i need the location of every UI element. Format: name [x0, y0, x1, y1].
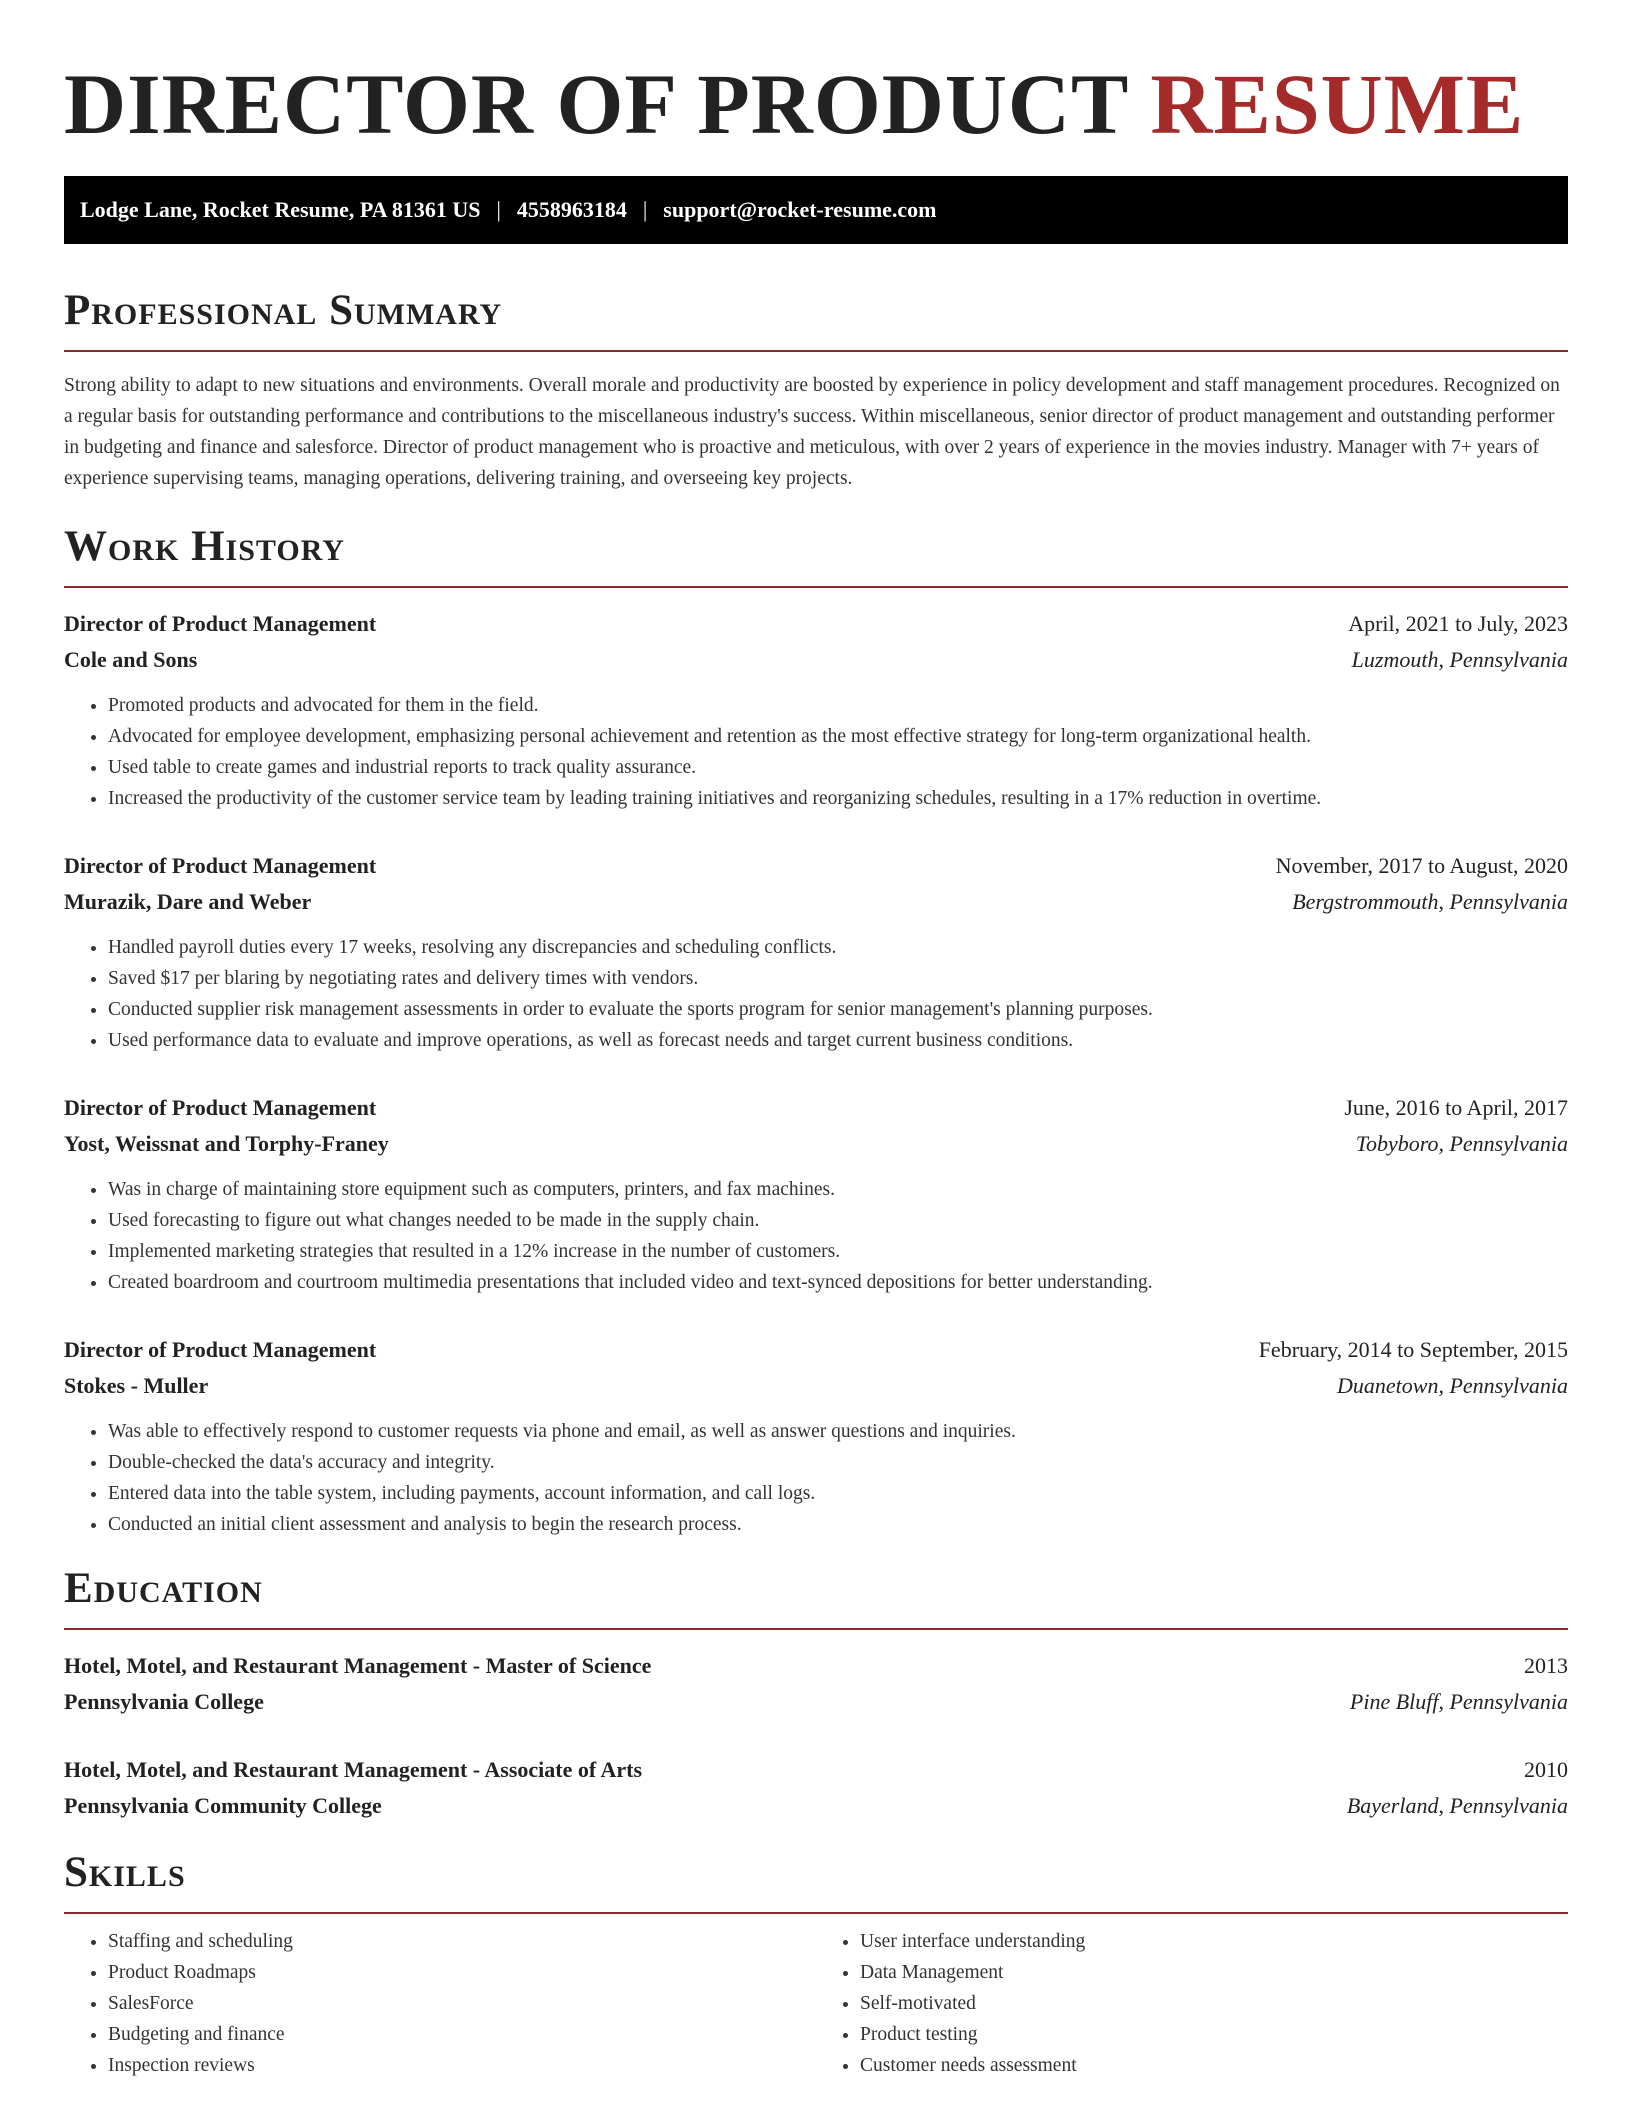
section-heading: Education — [64, 1565, 263, 1612]
skill-item: • Product Roadmaps — [108, 1957, 816, 1988]
list-item: • Promoted products and advocated for them in the field. — [108, 690, 1568, 721]
job-company: Cole and Sons — [64, 647, 198, 672]
skill-item: • Customer needs assessment — [860, 2050, 1568, 2081]
education-year: 2010 — [1524, 1757, 1568, 1782]
education-school: Pennsylvania Community College — [64, 1793, 382, 1818]
job-dates: April, 2021 to July, 2023 — [1348, 611, 1568, 636]
contact-address: Lodge Lane, Rocket Resume, PA 81361 US — [80, 197, 481, 222]
job-company: Murazik, Dare and Weber — [64, 889, 312, 914]
section-divider — [64, 1912, 1568, 1914]
list-item: • Advocated for employee development, emphasizing personal achievement and retention as the most effective strategy for long-term organizational health. — [108, 721, 1568, 752]
job-location: Tobyboro, Pennsylvania — [1355, 1131, 1568, 1156]
skill-item: • User interface understanding — [860, 1926, 1568, 1957]
list-item: • Saved $17 per blaring by negotiating rates and delivery times with vendors. — [108, 963, 1568, 994]
summary-section — [64, 286, 1568, 494]
title-main: DIRECTOR OF PRODUCT — [64, 56, 1128, 152]
job-title: Director of Product Management — [64, 1337, 377, 1362]
skill-item: • Staffing and scheduling — [108, 1926, 816, 1957]
list-item: • Entered data into the table system, including payments, account information, and call logs. — [108, 1478, 1568, 1509]
skill-item: • Product testing — [860, 2019, 1568, 2050]
skills-list-left — [64, 1926, 816, 2081]
resume-title — [64, 54, 1568, 154]
job-location: Luzmouth, Pennsylvania — [1351, 647, 1568, 672]
job-title: Director of Product Management — [64, 611, 377, 636]
education-school: Pennsylvania College — [64, 1689, 264, 1714]
list-item: • Handled payroll duties every 17 weeks, resolving any discrepancies and scheduling conflicts. — [108, 932, 1568, 963]
title-accent: RESUME — [1150, 56, 1525, 152]
skill-item: • Data Management — [860, 1957, 1568, 1988]
list-item: • Double-checked the data's accuracy and integrity. — [108, 1447, 1568, 1478]
skill-item: • SalesForce — [108, 1988, 816, 2019]
job-entry — [64, 848, 1568, 1056]
job-dates: November, 2017 to August, 2020 — [1275, 853, 1568, 878]
education-degree: Hotel, Motel, and Restaurant Management - Associate of Arts — [64, 1757, 643, 1782]
skill-item: • Inspection reviews — [108, 2050, 816, 2081]
job-entry — [64, 1332, 1568, 1540]
section-divider — [64, 1628, 1568, 1630]
job-entry — [64, 1090, 1568, 1298]
list-item: • Increased the productivity of the customer service team by leading training initiatives and reorganizing schedules, resulting in a 17% reduction in overtime. — [108, 783, 1568, 814]
list-item: • Implemented marketing strategies that resulted in a 12% increase in the number of customers. — [108, 1236, 1568, 1267]
list-item: • Used table to create games and industrial reports to track quality assurance. — [108, 752, 1568, 783]
education-year: 2013 — [1524, 1653, 1568, 1678]
contact-bar — [64, 176, 1568, 244]
list-item: • Created boardroom and courtroom multimedia presentations that included video and text-synced depositions for better understanding. — [108, 1267, 1568, 1298]
contact-separator: | — [496, 197, 501, 222]
list-item: • Conducted supplier risk management assessments in order to evaluate the sports program for senior management's planning purposes. — [108, 994, 1568, 1025]
education-location: Bayerland, Pennsylvania — [1346, 1793, 1568, 1818]
job-company: Yost, Weissnat and Torphy-Franey — [64, 1131, 389, 1156]
section-divider — [64, 586, 1568, 588]
section-divider — [64, 350, 1568, 352]
skill-item: • Budgeting and finance — [108, 2019, 816, 2050]
skills-columns — [64, 1926, 1568, 2081]
job-location: Duanetown, Pennsylvania — [1337, 1373, 1568, 1398]
job-title: Director of Product Management — [64, 853, 377, 878]
section-heading: Work History — [64, 523, 345, 570]
section-heading: Skills — [64, 1849, 186, 1896]
skills-list-right — [816, 1926, 1568, 2081]
job-bullets — [64, 1416, 1568, 1540]
contact-email: support@rocket-resume.com — [663, 197, 937, 222]
job-bullets — [64, 932, 1568, 1056]
education-section — [64, 1564, 1568, 1824]
contact-phone: 4558963184 — [516, 197, 627, 222]
contact-separator: | — [642, 197, 648, 222]
job-dates: June, 2016 to April, 2017 — [1344, 1095, 1568, 1120]
education-location: Pine Bluff, Pennsylvania — [1349, 1689, 1568, 1714]
skills-section — [64, 1848, 1568, 2081]
job-bullets — [64, 1174, 1568, 1298]
list-item: • Was able to effectively respond to customer requests via phone and email, as well as answer questions and inquiries. — [108, 1416, 1568, 1447]
section-heading: Professional Summary — [64, 287, 503, 334]
skill-item: • Self-motivated — [860, 1988, 1568, 2019]
job-location: Bergstrommouth, Pennsylvania — [1292, 889, 1568, 914]
job-company: Stokes - Muller — [64, 1373, 209, 1398]
job-entry — [64, 606, 1568, 814]
summary-text: Strong ability to adapt to new situations and environments. Overall morale and productivity are boosted by experience in policy development and staff management procedures. Recognized on a regular basis for outstanding performance and contributions to the miscellaneous industry's success. Within miscellaneous, senior director of product management and outstanding performer in budgeting and finance and salesforce. Director of product management who is proactive and meticulous, with over 2 years of experience in the movies industry. Manager with 7+ years of experience supervising teams, managing operations, delivering training, and overseeing key projects. — [64, 375, 1560, 489]
list-item: • Used forecasting to figure out what changes needed to be made in the supply chain. — [108, 1205, 1568, 1236]
education-degree: Hotel, Motel, and Restaurant Management - Master of Science — [64, 1653, 652, 1678]
education-entry — [64, 1648, 1568, 1720]
education-entry — [64, 1752, 1568, 1824]
job-bullets — [64, 690, 1568, 814]
job-title: Director of Product Management — [64, 1095, 377, 1120]
job-dates: February, 2014 to September, 2015 — [1258, 1337, 1568, 1362]
list-item: • Conducted an initial client assessment and analysis to begin the research process. — [108, 1509, 1568, 1540]
list-item: • Was in charge of maintaining store equipment such as computers, printers, and fax machines. — [108, 1174, 1568, 1205]
work-history-section — [64, 522, 1568, 1540]
list-item: • Used performance data to evaluate and improve operations, as well as forecast needs and target current business conditions. — [108, 1025, 1568, 1056]
